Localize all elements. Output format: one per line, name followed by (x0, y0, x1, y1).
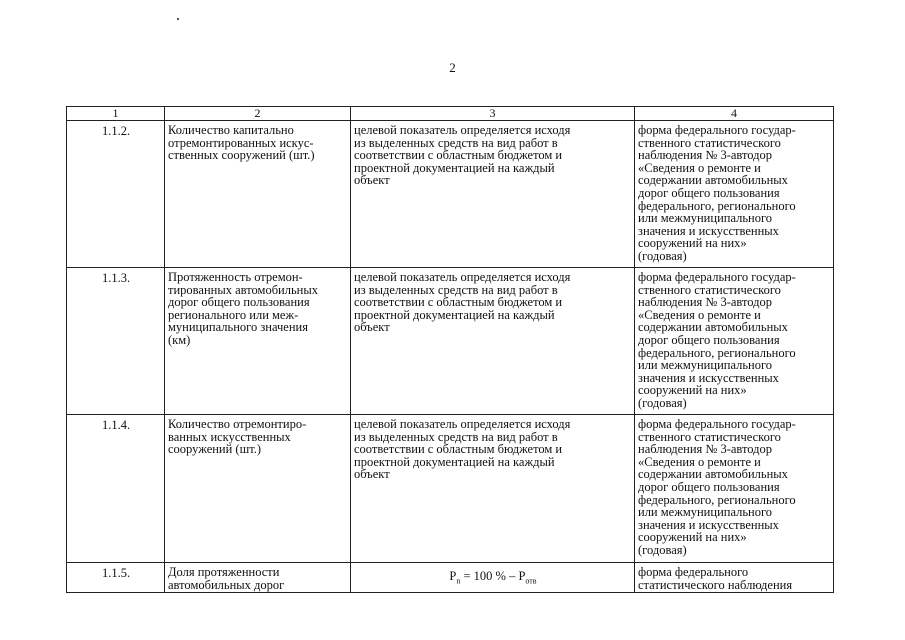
table-row (67, 415, 834, 563)
calculation-method: целевой показатель определяется исходя из выделенных средств на вид работ в соответствии с областным бюджетом и проектной документацией на каждый объект (351, 415, 635, 563)
indicator-name: Количество капитально отремонтированных искус- ственных сооружений (шт.) (165, 121, 351, 268)
formula (351, 563, 635, 593)
calculation-method: целевой показатель определяется исходя из выделенных средств на вид работ в соответствии с областным бюджетом и проектной документацией на каждый объект (351, 268, 635, 415)
header-cell-3: 3 (351, 107, 635, 121)
header-cell-2: 2 (165, 107, 351, 121)
data-source: форма федерального статистического наблюдения (635, 563, 834, 593)
page-number: 2 (449, 60, 456, 75)
formula-lhs: P (449, 569, 457, 583)
row-number: 1.1.2. (67, 121, 165, 268)
formula-lhs-subscript: n (456, 576, 461, 586)
table-row (67, 268, 834, 415)
header-cell-1: 1 (67, 107, 165, 121)
calculation-method: целевой показатель определяется исходя из выделенных средств на вид работ в соответствии с областным бюджетом и проектной документацией на каждый объект (351, 121, 635, 268)
row-number: 1.1.3. (67, 268, 165, 415)
table-row (67, 563, 834, 593)
data-source: форма федерального государ- ственного статистического наблюдения № 3-автодор «Сведения о ремонте и содержании автомобильных дорог общего пользования федерального, регионального или межмуниципального значения и искусственных сооружений на них» (годовая) (635, 268, 834, 415)
indicator-name: Доля протяженности автомобильных дорог (165, 563, 351, 593)
indicators-table (66, 106, 834, 593)
row-number: 1.1.4. (67, 415, 165, 563)
data-source: форма федерального государ- ственного статистического наблюдения № 3-автодор «Сведения о ремонте и содержании автомобильных дорог общего пользования федерального, регионального или межмуниципального значения и искусственных сооружений на них» (годовая) (635, 121, 834, 268)
scan-speck (177, 18, 179, 20)
table-row (67, 121, 834, 268)
table-header-row (67, 107, 834, 121)
indicator-name: Протяженность отремон- тированных автомобильных дорог общего пользования регионального или меж- муниципального значения (км) (165, 268, 351, 415)
row-number: 1.1.5. (67, 563, 165, 593)
formula-middle: = 100 % – P (460, 569, 526, 583)
indicator-name: Количество отремонтиро- ванных искусственных сооружений (шт.) (165, 415, 351, 563)
header-cell-4: 4 (635, 107, 834, 121)
data-source: форма федерального государ- ственного статистического наблюдения № 3-автодор «Сведения о ремонте и содержании автомобильных дорог общего пользования федерального, регионального или межмуниципального значения и искусственных сооружений на них» (годовая) (635, 415, 834, 563)
formula-rhs-subscript: отв (525, 576, 537, 586)
